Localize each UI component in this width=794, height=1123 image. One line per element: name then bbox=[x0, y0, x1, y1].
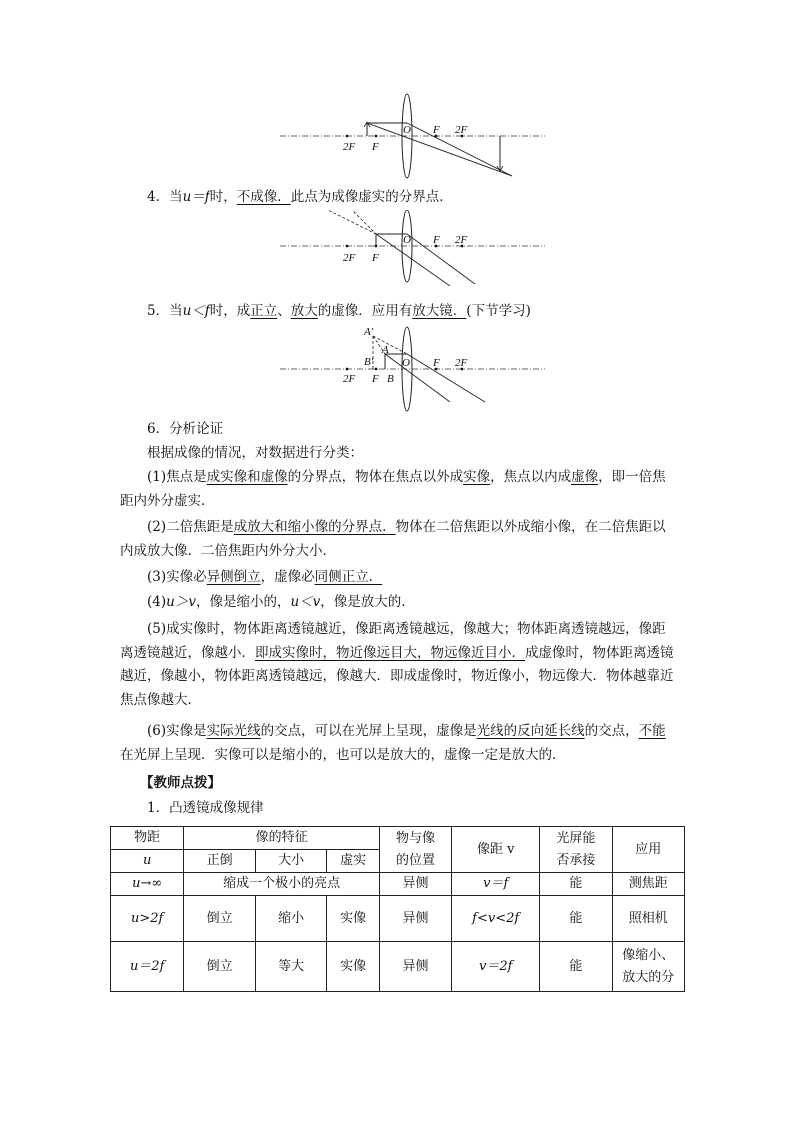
item4-rest: 此点为成像虚实的分界点． bbox=[290, 189, 453, 205]
cell-u: u＝2f bbox=[111, 942, 184, 992]
point-1 bbox=[120, 466, 678, 513]
p3-a: (3)实像必 bbox=[147, 569, 207, 585]
label-f-left: F bbox=[372, 141, 379, 153]
p6-answer-2: 光线的反向延长线 bbox=[476, 723, 585, 739]
cell-u: u→∞ bbox=[111, 873, 184, 896]
label-2f-left: 2F bbox=[343, 141, 356, 153]
cell-orientation: 倒立 bbox=[184, 942, 256, 992]
label-f-right: F bbox=[433, 357, 440, 369]
lens-diagram-3 bbox=[280, 322, 545, 412]
label-b: B bbox=[387, 373, 394, 385]
p6-b: 的交点，可以在光屏上呈现，虚像是 bbox=[260, 723, 477, 739]
header-screen: 光屏能否承接 bbox=[540, 827, 612, 873]
lens-rules-table bbox=[110, 826, 685, 992]
item-4 bbox=[147, 186, 687, 208]
p6-d: 在光屏上呈现．实像可以是缩小的，也可以是放大的，虚像一定是放大的． bbox=[120, 746, 566, 763]
label-b-prime: B' bbox=[364, 356, 374, 368]
p1-answer-2: 实像 bbox=[463, 469, 491, 485]
p1-c: ，焦点以内成 bbox=[490, 469, 572, 485]
cell-application: 测焦距 bbox=[612, 873, 684, 896]
header-application: 应用 bbox=[612, 827, 684, 873]
cell-position: 异侧 bbox=[379, 942, 451, 992]
p3-answer-1: 异侧倒立 bbox=[206, 569, 261, 585]
teacher-tip-heading: 【教师点拨】 bbox=[140, 775, 221, 791]
p1-answer-1: 成实像和虚像 bbox=[206, 469, 288, 485]
cell-position: 异侧 bbox=[379, 896, 451, 942]
label-2f-right: 2F bbox=[455, 234, 468, 246]
header-orientation: 正倒 bbox=[184, 850, 256, 873]
p3-b: ，虚像必 bbox=[260, 569, 315, 585]
intro-text: 根据成像的情况，对数据进行分类： bbox=[147, 445, 363, 461]
label-2f-left: 2F bbox=[343, 252, 356, 264]
label-2f-left: 2F bbox=[343, 373, 356, 385]
label-o: O bbox=[403, 234, 411, 246]
p1-d: ，即一倍焦距内外分虚实． bbox=[120, 469, 666, 509]
point-6 bbox=[120, 720, 678, 767]
p5-b: 成虚像时，物体距离透镜越近，像越小，物体距离透镜越远，像越大．即成虚像时，物近像小，物远像大．物体越靠近焦点像越大． bbox=[120, 644, 674, 708]
header-u: u bbox=[111, 850, 184, 873]
point-5 bbox=[120, 618, 678, 712]
cell-orientation: 倒立 bbox=[184, 896, 256, 942]
point-3 bbox=[120, 566, 678, 590]
header-real-virtual: 虚实 bbox=[327, 850, 379, 873]
cell-screen: 能 bbox=[540, 942, 612, 992]
p1-b: 的分界点，物体在焦点以外成 bbox=[287, 469, 464, 485]
item5-answer-2: 放大 bbox=[290, 303, 318, 319]
p1-a: (1)焦点是 bbox=[147, 469, 207, 485]
p2-b: 物体在二倍焦距以外成缩小像，在二倍焦距以内成放大像．二倍焦距内外分大小． bbox=[120, 519, 666, 559]
lens-diagram-1 bbox=[280, 92, 545, 184]
item5-cond: u＜f bbox=[182, 303, 210, 319]
header-size: 大小 bbox=[255, 850, 327, 873]
cell-application: 照相机 bbox=[612, 896, 684, 942]
p6-c: 的交点， bbox=[584, 723, 639, 739]
label-o: O bbox=[403, 124, 411, 136]
p4-cond-1: u＞v bbox=[166, 594, 196, 610]
item5-rest: (下节学习) bbox=[466, 303, 531, 319]
table-row bbox=[111, 896, 685, 942]
p6-a: (6)实像是 bbox=[147, 723, 207, 739]
item5-sep: 、 bbox=[277, 303, 291, 319]
item-5 bbox=[147, 300, 687, 322]
p4-a: (4) bbox=[147, 594, 167, 610]
cell-u: u>2f bbox=[111, 896, 184, 942]
item5-answer-1: 正立 bbox=[250, 303, 278, 319]
header-image-features: 像的特征 bbox=[184, 827, 379, 850]
p1-answer-3: 虚像 bbox=[571, 469, 599, 485]
table-row bbox=[111, 942, 685, 992]
cell-merged: 缩成一个极小的亮点 bbox=[184, 873, 379, 896]
label-o: O bbox=[402, 357, 410, 369]
label-f-left: F bbox=[372, 252, 379, 264]
p2-answer: 成放大和缩小像的分界点． bbox=[233, 519, 396, 535]
cell-v: f<v<2f bbox=[452, 896, 540, 942]
section-1-title: 1．凸透镜成像规律 bbox=[147, 800, 264, 816]
item4-mid: 时， bbox=[209, 189, 237, 205]
p3-answer-2: 同侧正立． bbox=[314, 569, 383, 585]
p5-a: (5)成实像时，物体距离透镜越近，像距离透镜越远，像越大；物体距离透镜越远，像距离透镜越近，像越小． bbox=[120, 621, 666, 661]
cell-v: v＝f bbox=[452, 873, 540, 896]
cell-v: v＝2f bbox=[452, 942, 540, 992]
label-f-left: F bbox=[372, 373, 379, 385]
cell-size: 缩小 bbox=[255, 896, 327, 942]
item4-cond: u＝f bbox=[182, 189, 210, 205]
item5-answer-3: 放大镜． bbox=[412, 303, 467, 319]
item5-mid2: 的虚像．应用有 bbox=[317, 303, 413, 319]
p2-a: (2)二倍焦距是 bbox=[147, 519, 234, 535]
header-image-distance: 像距 v bbox=[452, 827, 540, 873]
p4-cond-2: u＜v bbox=[290, 594, 321, 610]
p6-answer-1: 实际光线 bbox=[206, 723, 261, 739]
item-6-title: 6．分析论证 bbox=[147, 421, 224, 437]
label-f-right: F bbox=[433, 124, 440, 136]
label-a-prime: A' bbox=[364, 326, 374, 338]
table-header-row-1 bbox=[111, 827, 685, 850]
item4-answer: 不成像． bbox=[236, 189, 291, 205]
label-a: A bbox=[382, 344, 389, 356]
cell-size: 等大 bbox=[255, 942, 327, 992]
label-2f-right: 2F bbox=[455, 357, 468, 369]
p6-answer-3: 不能 bbox=[638, 723, 666, 739]
label-2f-right: 2F bbox=[455, 124, 468, 136]
header-wuju: 物距 bbox=[111, 827, 184, 850]
table-row bbox=[111, 873, 685, 896]
label-f-right: F bbox=[433, 234, 440, 246]
cell-real-virtual: 实像 bbox=[327, 896, 379, 942]
header-position: 物与像的位置 bbox=[379, 827, 451, 873]
item4-prefix: 4．当 bbox=[147, 189, 183, 205]
lens-diagram-2 bbox=[280, 210, 545, 292]
point-4 bbox=[120, 591, 678, 615]
cell-screen: 能 bbox=[540, 873, 612, 896]
p5-answer: 即成实像时，物近像远目大，物远像近目小． bbox=[255, 644, 525, 661]
cell-position: 异侧 bbox=[379, 873, 451, 896]
p4-b: ，像是缩小的， bbox=[195, 594, 291, 610]
cell-real-virtual: 实像 bbox=[327, 942, 379, 992]
item5-prefix: 5．当 bbox=[147, 303, 183, 319]
item5-mid: 时，成 bbox=[209, 303, 251, 319]
point-2 bbox=[120, 516, 678, 563]
cell-screen: 能 bbox=[540, 896, 612, 942]
p4-d: ，像是放大的． bbox=[320, 594, 415, 610]
cell-application: 像缩小、放大的分 bbox=[612, 942, 684, 992]
